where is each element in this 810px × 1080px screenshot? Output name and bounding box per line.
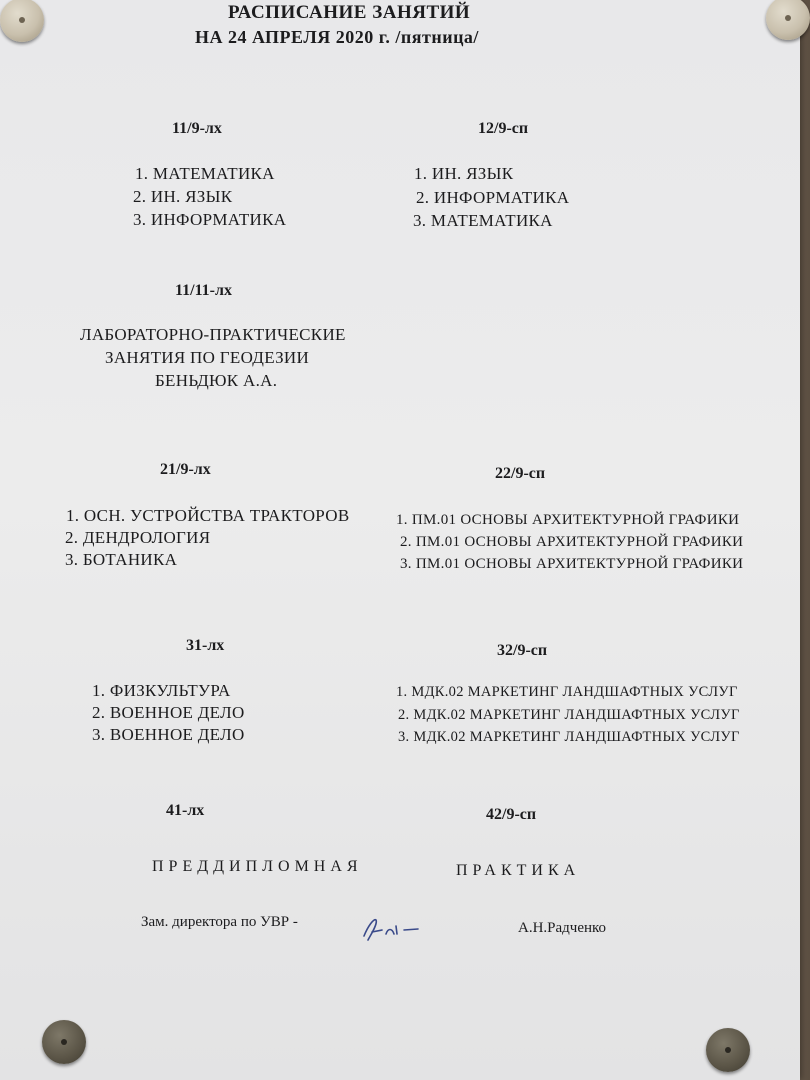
signatory-position: Зам. директора по УВР - (141, 914, 298, 930)
list-item: 1. ПМ.01 ОСНОВЫ АРХИТЕКТУРНОЙ ГРАФИКИ (396, 512, 740, 528)
practice-label-word1: ПРЕДДИПЛОМНАЯ (152, 858, 363, 875)
handwritten-signature (360, 912, 430, 946)
page-subtitle-date: НА 24 АПРЕЛЯ 2020 г. /пятница/ (195, 27, 479, 47)
list-item: 1. МДК.02 МАРКЕТИНГ ЛАНДШАФТНЫХ УСЛУГ (396, 684, 738, 700)
pushpin-top-left-icon (0, 0, 44, 42)
list-item: ЗАНЯТИЯ ПО ГЕОДЕЗИИ (105, 348, 310, 367)
list-item: 2. МДК.02 МАРКЕТИНГ ЛАНДШАФТНЫХ УСЛУГ (398, 707, 740, 723)
list-item: 1. ИН. ЯЗЫК (414, 164, 514, 183)
list-item: 2. ИН. ЯЗЫК (133, 187, 233, 206)
list-item: 3. ПМ.01 ОСНОВЫ АРХИТЕКТУРНОЙ ГРАФИКИ (400, 556, 744, 572)
group-heading-31-lx: 31-лх (186, 637, 225, 654)
list-item: 2. ИНФОРМАТИКА (416, 188, 570, 207)
list-item: 1. МАТЕМАТИКА (135, 164, 275, 183)
group-heading-41-lx: 41-лх (166, 802, 205, 819)
list-item: 3. МДК.02 МАРКЕТИНГ ЛАНДШАФТНЫХ УСЛУГ (398, 729, 740, 745)
list-item: ЛАБОРАТОРНО-ПРАКТИЧЕСКИЕ (80, 325, 346, 344)
list-item: 3. БОТАНИКА (65, 550, 178, 569)
page-title: РАСПИСАНИЕ ЗАНЯТИЙ (228, 2, 471, 23)
list-item: БЕНЬДЮК А.А. (155, 371, 278, 390)
pushpin-bottom-right-icon (706, 1028, 750, 1072)
group-heading-11-11-lx: 11/11-лх (175, 282, 232, 299)
practice-label-word2: ПРАКТИКА (456, 862, 581, 879)
group-heading-22-9-sp: 22/9-сп (495, 465, 546, 482)
group-heading-11-9-lx: 11/9-лх (172, 120, 222, 137)
pushpin-bottom-left-icon (42, 1020, 86, 1064)
group-heading-32-9-sp: 32/9-сп (497, 642, 548, 659)
group-heading-12-9-sp: 12/9-сп (478, 120, 529, 137)
list-item: 3. ВОЕННОЕ ДЕЛО (92, 725, 245, 744)
list-item: 3. МАТЕМАТИКА (413, 211, 553, 230)
signatory-name: А.Н.Радченко (518, 920, 607, 936)
list-item: 2. ПМ.01 ОСНОВЫ АРХИТЕКТУРНОЙ ГРАФИКИ (400, 534, 744, 550)
group-heading-42-9-sp: 42/9-сп (486, 806, 537, 823)
list-item: 2. ДЕНДРОЛОГИЯ (65, 528, 211, 547)
list-item: 3. ИНФОРМАТИКА (133, 210, 287, 229)
group-heading-21-9-lx: 21/9-лх (160, 461, 211, 478)
list-item: 1. ОСН. УСТРОЙСТВА ТРАКТОРОВ (66, 506, 350, 525)
list-item: 2. ВОЕННОЕ ДЕЛО (92, 703, 245, 722)
list-item: 1. ФИЗКУЛЬТУРА (92, 681, 231, 700)
